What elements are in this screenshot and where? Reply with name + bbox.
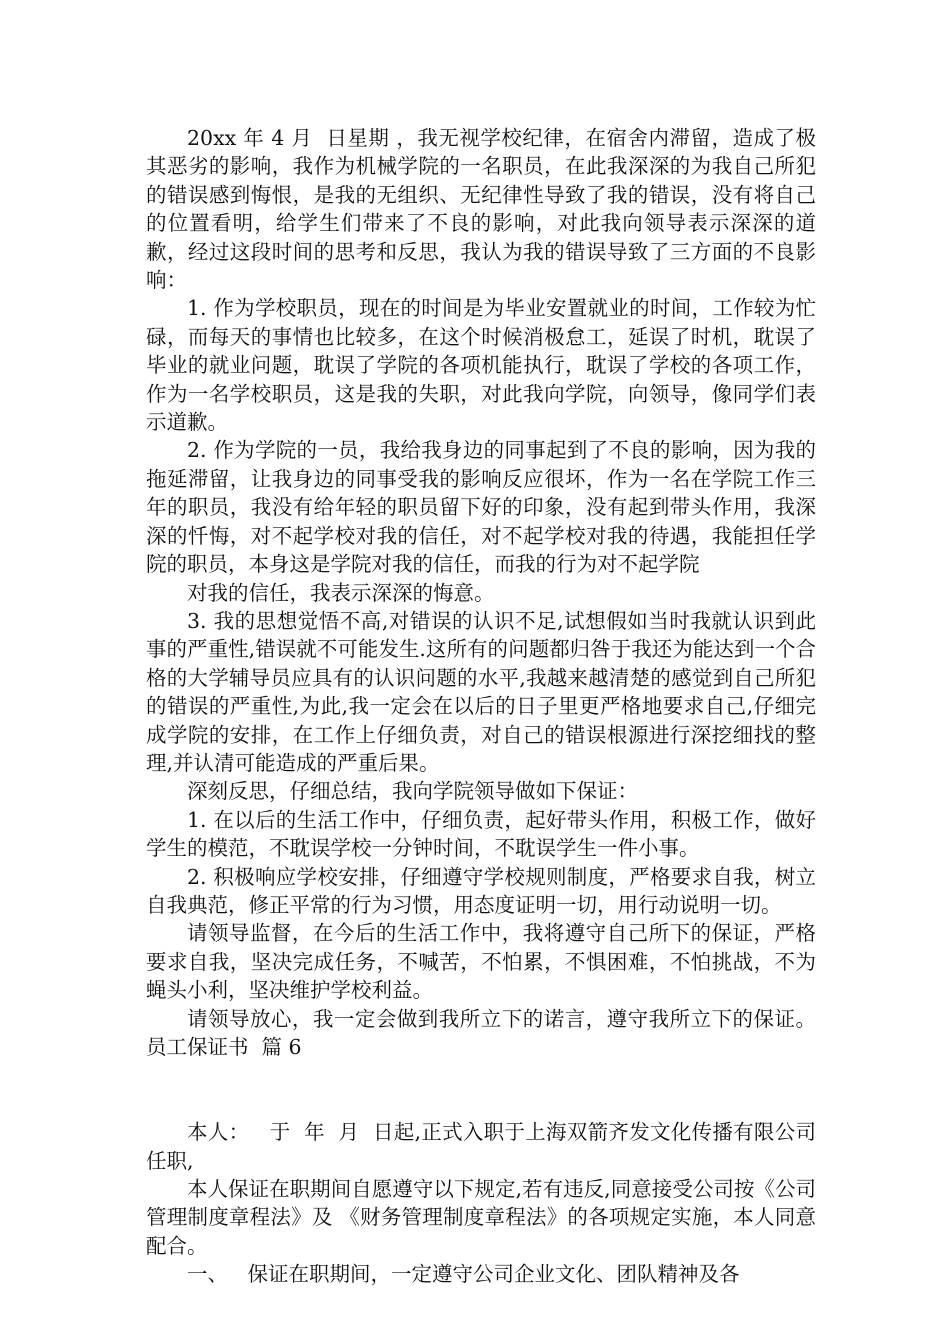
document-page	[146, 124, 816, 1289]
impact-item-1: 1. 作为学校职员，现在的时间是为毕业安置就业的时间，工作较为忙碌，而每天的事情也比较多，在这个时候消极怠工，延误了时机，耽误了毕业的就业问题，耽误了学院的各项机能执行，耽误了学校的各项工作，作为一名学校职员，这是我的失职，对此我向学院，向领导，像同学们表示道歉。	[146, 296, 816, 435]
impact-item-3: 3. 我的思想觉悟不高,对错误的认识不足,试想假如当时我就认识到此事的严重性,错误就不可能发生.这所有的问题都归咎于我还为能达到一个合格的大学辅导员应具有的认识问题的水平,我越来越清楚的感觉到自己所犯的错误的严重性,为此,我一定会在以后的日子里更严格地要求自己,仔细完成学院的安排，在工作上仔细负责，对自己的错误根源进行深挖细找的整理,并认清可能造成的严重后果。	[146, 608, 816, 775]
clause-1: 一、 保证在职期间，一定遵守公司企业文化、团队精神及各	[187, 1262, 740, 1287]
impact-item-2: 2. 作为学院的一员，我给我身边的同事起到了不良的影响，因为我的拖延滞留，让我身边的同事受我的影响反应很坏，作为一名在学院工作三年的职员，我没有给年轻的职员留下好的印象，没有起到带头作用，我深深的忏悔，对不起学校对我的信任，对不起学校对我的待遇，我能担任学院的职员，本身这是学院对我的信任，而我的行为对不起学院	[146, 438, 816, 577]
pledge-intro: 深刻反思，仔细总结，我向学院领导做如下保证：	[187, 779, 638, 804]
closing-paragraph: 请领导放心，我一定会做到我所立下的诺言，遵守我所立下的保证。员工保证书 篇 6	[146, 1006, 816, 1059]
pledge-item-1: 1. 在以后的生活工作中，仔细负责，起好带头作用，积极工作，做好学生的模范，不耽误学校一分钟时间，不耽误学生一件小事。	[146, 807, 816, 861]
compliance-statement: 本人保证在职期间自愿遵守以下规定,若有违反,同意接受公司按《公司管理制度章程法》及 《财务管理制度章程法》的各项规定实施，本人同意配合。	[146, 1177, 816, 1258]
pledge-item-2: 2. 积极响应学校安排，仔细遵守学校规则制度，严格要求自我，树立自我典范，修正平常的行为习惯，用态度证明一切，用行动说明一切。	[146, 864, 816, 917]
opening-paragraph: 20xx 年 4 月 日星期 ，我无视学校纪律，在宿舍内滞留，造成了极其恶劣的影响，我作为机械学院的一名职员，在此我深深的为我自己所犯的错误感到悔恨，是我的无组织、无纪律性导致了我的错误，没有将自己的位置看明，给学生们带来了不良的影响，对此我向领导表示深深的道歉，经过这段时间的思考和反思，我认为我的错误导致了三方面的不良影响：	[146, 126, 816, 293]
employee-statement: 本人： 于 年 月 日起,正式入职于上海双箭齐发文化传播有限公司任职,	[146, 1120, 816, 1173]
supervision-request: 请领导监督，在今后的生活工作中，我将遵守自己所下的保证，严格要求自我，坚决完成任务，不喊苦，不怕累，不惧困难，不怕挑战，不为蝇头小利，坚决维护学校利益。	[146, 921, 816, 1003]
impact-item-2-continued: 对我的信任，我表示深深的悔意。	[187, 580, 495, 605]
section-gap	[146, 1061, 816, 1118]
